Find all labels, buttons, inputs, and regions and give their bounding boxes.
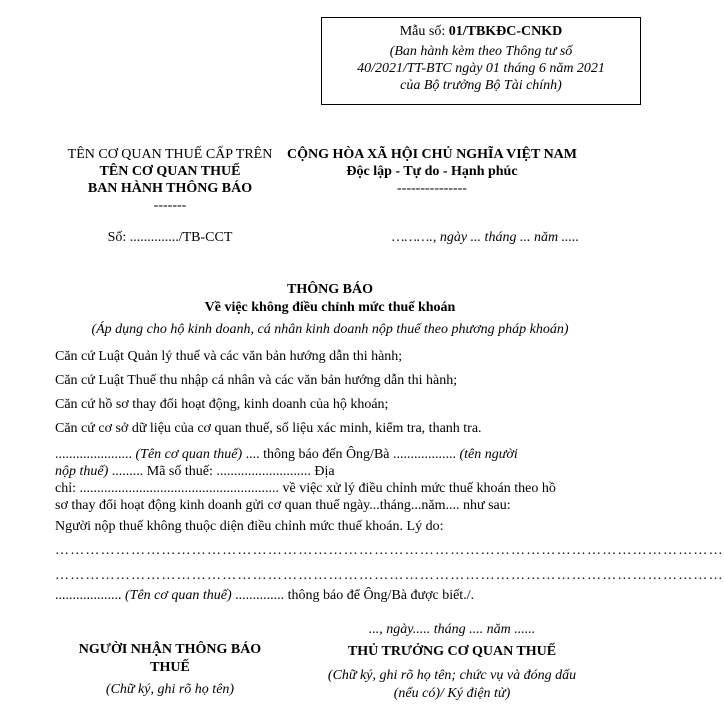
notice-scope: (Áp dụng cho hộ kinh doanh, cá nhân kinh doanh nộp thuế theo phương pháp khoán) [91, 322, 569, 337]
notice-paragraph-line: chỉ: ......................................................... về việc xử lý điều chỉnh mức thuế khoán theo hồ [55, 481, 556, 496]
form-note-line: của Bộ trưởng Bộ Tài chính) [400, 78, 562, 93]
form-code [322, 23, 640, 40]
motto-divider: --------------- [397, 181, 467, 196]
legal-basis-item: Căn cứ Luật Thuế thu nhập cá nhân và các văn bản hướng dẫn thi hành; [55, 373, 458, 388]
form-code-box [321, 17, 641, 105]
legal-basis-item: Căn cứ Luật Quản lý thuế và các văn bản hướng dẫn thi hành; [55, 349, 403, 364]
notice-title-block [40, 281, 620, 339]
legal-basis-item: Căn cứ cơ sở dữ liệu của cơ quan thuế, số liệu xác minh, kiểm tra, thanh tra. [55, 421, 482, 436]
notice-paragraph-line [55, 464, 335, 480]
legal-basis-item: Căn cứ hồ sơ thay đổi hoạt động, kinh doanh của hộ khoán; [55, 397, 389, 412]
paragraph-text: .... thông báo đến Ông/Bà .................. [242, 447, 460, 462]
recipient-title: NGƯỜI NHẬN THÔNG BÁO [78, 642, 262, 657]
national-header [282, 146, 582, 197]
agency-name: TÊN CƠ QUAN THUẾ [99, 164, 241, 179]
blank-field: ................... [55, 588, 125, 603]
signature-date: ..., ngày..... tháng .... năm ...... [368, 622, 536, 637]
closing-paragraph [55, 588, 474, 604]
form-note-line: 40/2021/TT-BTC ngày 01 tháng 6 năm 2021 [357, 61, 605, 76]
document-number: Số: ............../TB-CCT [107, 230, 233, 245]
form-code-label: Mẫu số: [399, 24, 449, 39]
paragraph-text: .............. thông báo để Ông/Bà được biết./. [231, 588, 475, 603]
national-motto: Độc lập - Tự do - Hạnh phúc [346, 164, 518, 179]
agency-divider: ------- [153, 198, 187, 213]
recipient-title: THUẾ [150, 660, 190, 675]
taxpayer-placeholder: nộp thuế) [55, 464, 109, 479]
notice-paragraph-line [55, 447, 518, 463]
taxpayer-placeholder: (tên người [459, 447, 518, 462]
place-date: ………., ngày ... tháng ... năm ..... [392, 230, 580, 245]
notice-paragraph-line: sơ thay đổi hoạt động kinh doanh gửi cơ quan thuế ngày...tháng...năm.... như sau: [55, 498, 511, 513]
form-note-line: (Ban hành kèm theo Thông tư số [389, 44, 573, 59]
blank-field: ...................... [55, 447, 136, 462]
notice-subject: Về việc không điều chỉnh mức thuế khoán [204, 300, 456, 315]
reason-label: Người nộp thuế không thuộc diện điều chỉnh mức thuế khoán. Lý do: [55, 519, 444, 534]
tax-code-field: ......... Mã số thuế: ........................... Địa [108, 464, 335, 479]
agency-header [30, 146, 310, 214]
reason-dotted-line: …………………………………………………………………………………………………………………… [55, 568, 724, 583]
head-signature-note: (nếu có)/ Ký điện tử) [393, 686, 511, 701]
head-signature-block [282, 621, 622, 703]
head-title: THỦ TRƯỞNG CƠ QUAN THUẾ [347, 644, 557, 659]
country-name: CỘNG HÒA XÃ HỘI CHỦ NGHĨA VIỆT NAM [286, 147, 577, 162]
reason-dotted-line: …………………………………………………………………………………………………………………… [55, 543, 724, 558]
recipient-signature-block [40, 641, 300, 699]
recipient-signature-note: (Chữ ký, ghi rõ họ tên) [105, 682, 235, 697]
form-code-value: 01/TBKĐC-CNKD [448, 24, 563, 39]
agency-placeholder: (Tên cơ quan thuế) [135, 447, 243, 462]
head-signature-note: (Chữ ký, ghi rõ họ tên; chức vụ và đóng dấu [327, 668, 577, 683]
agency-placeholder: (Tên cơ quan thuế) [125, 588, 232, 603]
notice-heading: THÔNG BÁO [287, 282, 373, 297]
superior-agency-name: TÊN CƠ QUAN THUẾ CẤP TRÊN [67, 147, 273, 162]
issuer-label: BAN HÀNH THÔNG BÁO [87, 181, 253, 196]
